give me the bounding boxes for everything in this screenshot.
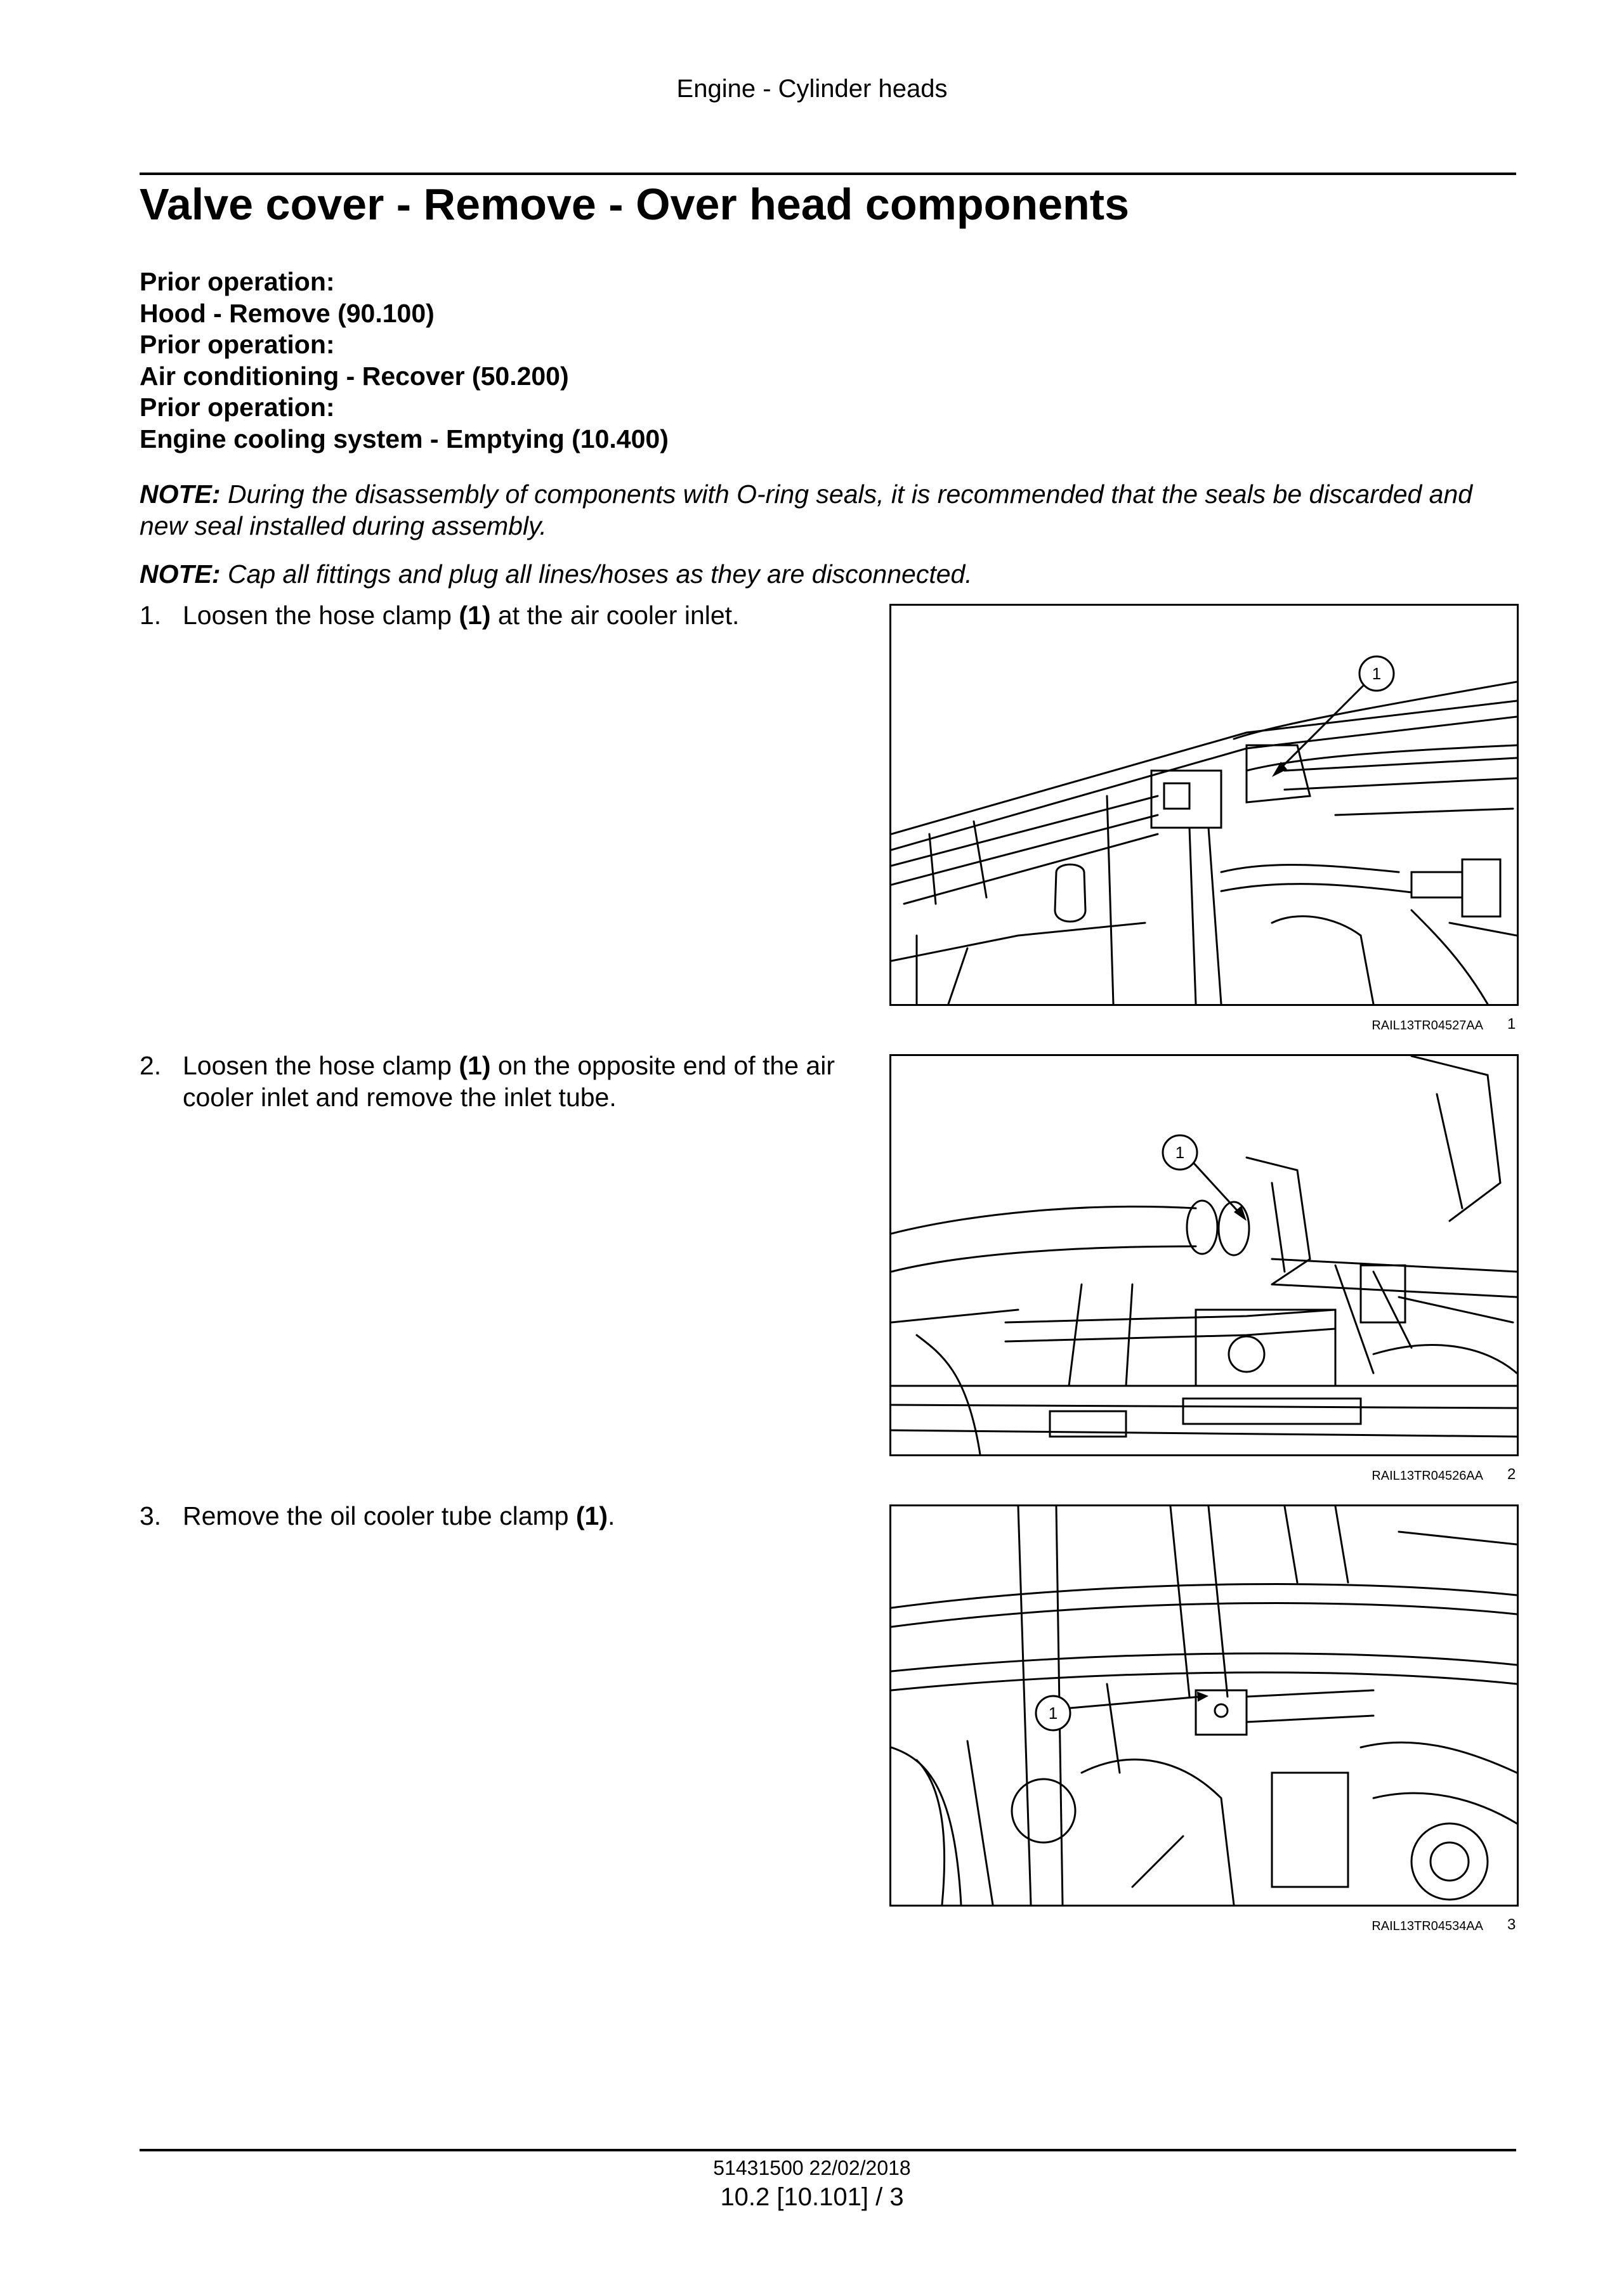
step-reference: (1): [459, 1051, 491, 1080]
callout-label: 1: [1372, 664, 1382, 683]
running-header: Engine - Cylinder heads: [676, 75, 948, 103]
figure-id: RAIL13TR04534AA: [1372, 1919, 1483, 1933]
note-label: NOTE:: [140, 479, 221, 509]
step-text: [183, 599, 849, 631]
prior-operation-label: Prior operation:: [140, 393, 335, 422]
step-reference: (1): [459, 601, 491, 630]
step-text-start: Loosen the hose clamp: [183, 1051, 459, 1080]
step-text-end: at the air cooler inlet.: [490, 601, 740, 630]
callout-label: 1: [1048, 1704, 1058, 1723]
footer-document-info: 51431500 22/02/2018: [713, 2156, 911, 2179]
step-text: [183, 1050, 849, 1113]
step-text-start: Loosen the hose clamp: [183, 601, 459, 630]
callout-label: 1: [1175, 1143, 1185, 1162]
prior-operation-label: Prior operation:: [140, 267, 335, 296]
figure-number: 1: [1507, 1015, 1516, 1033]
figure-line-drawing: [891, 1056, 1517, 1454]
note: [140, 478, 1516, 542]
figure-line-drawing: [891, 606, 1517, 1004]
note-text: Cap all fittings and plug all lines/hoses as they are disconnected.: [220, 559, 972, 589]
step-text-start: Remove the oil cooler tube clamp: [183, 1501, 576, 1530]
page-title: Valve cover - Remove - Over head components: [140, 179, 1130, 229]
figure-illustration: [889, 1504, 1519, 1907]
step-reference: (1): [575, 1501, 608, 1530]
figure-id: RAIL13TR04527AA: [1372, 1019, 1483, 1033]
prior-operation-link[interactable]: Air conditioning - Recover (50.200): [140, 361, 569, 391]
figure-number: 2: [1507, 1466, 1516, 1483]
prior-operation-link[interactable]: Hood - Remove (90.100): [140, 298, 435, 328]
figure-number: 3: [1507, 1916, 1516, 1933]
footer-rule: [140, 2149, 1516, 2151]
prior-operation-link[interactable]: Engine cooling system - Emptying (10.400): [140, 424, 669, 453]
note-label: NOTE:: [140, 559, 221, 589]
step-number: 2.: [140, 1051, 162, 1080]
step-text: [183, 1500, 849, 1532]
prior-operations: [140, 266, 669, 455]
step-text-end: on the opposite end of the air cooler inlet and remove the inlet tube.: [183, 1051, 835, 1112]
figure-line-drawing: [891, 1506, 1517, 1905]
note-text: During the disassembly of components with O-ring seals, it is recommended that the seals be discarded and new seal installed during assembly.: [140, 479, 1473, 540]
step-number: 1.: [140, 601, 162, 630]
footer-page-number: 10.2 [10.101] / 3: [720, 2183, 904, 2211]
header-rule: [140, 173, 1516, 175]
note: [140, 558, 1516, 590]
figure-illustration: [889, 1054, 1519, 1456]
step-text-end: .: [607, 1501, 615, 1530]
figure-id: RAIL13TR04526AA: [1372, 1469, 1483, 1483]
figure-illustration: [889, 604, 1519, 1006]
step-number: 3.: [140, 1501, 162, 1530]
prior-operation-label: Prior operation:: [140, 330, 335, 359]
